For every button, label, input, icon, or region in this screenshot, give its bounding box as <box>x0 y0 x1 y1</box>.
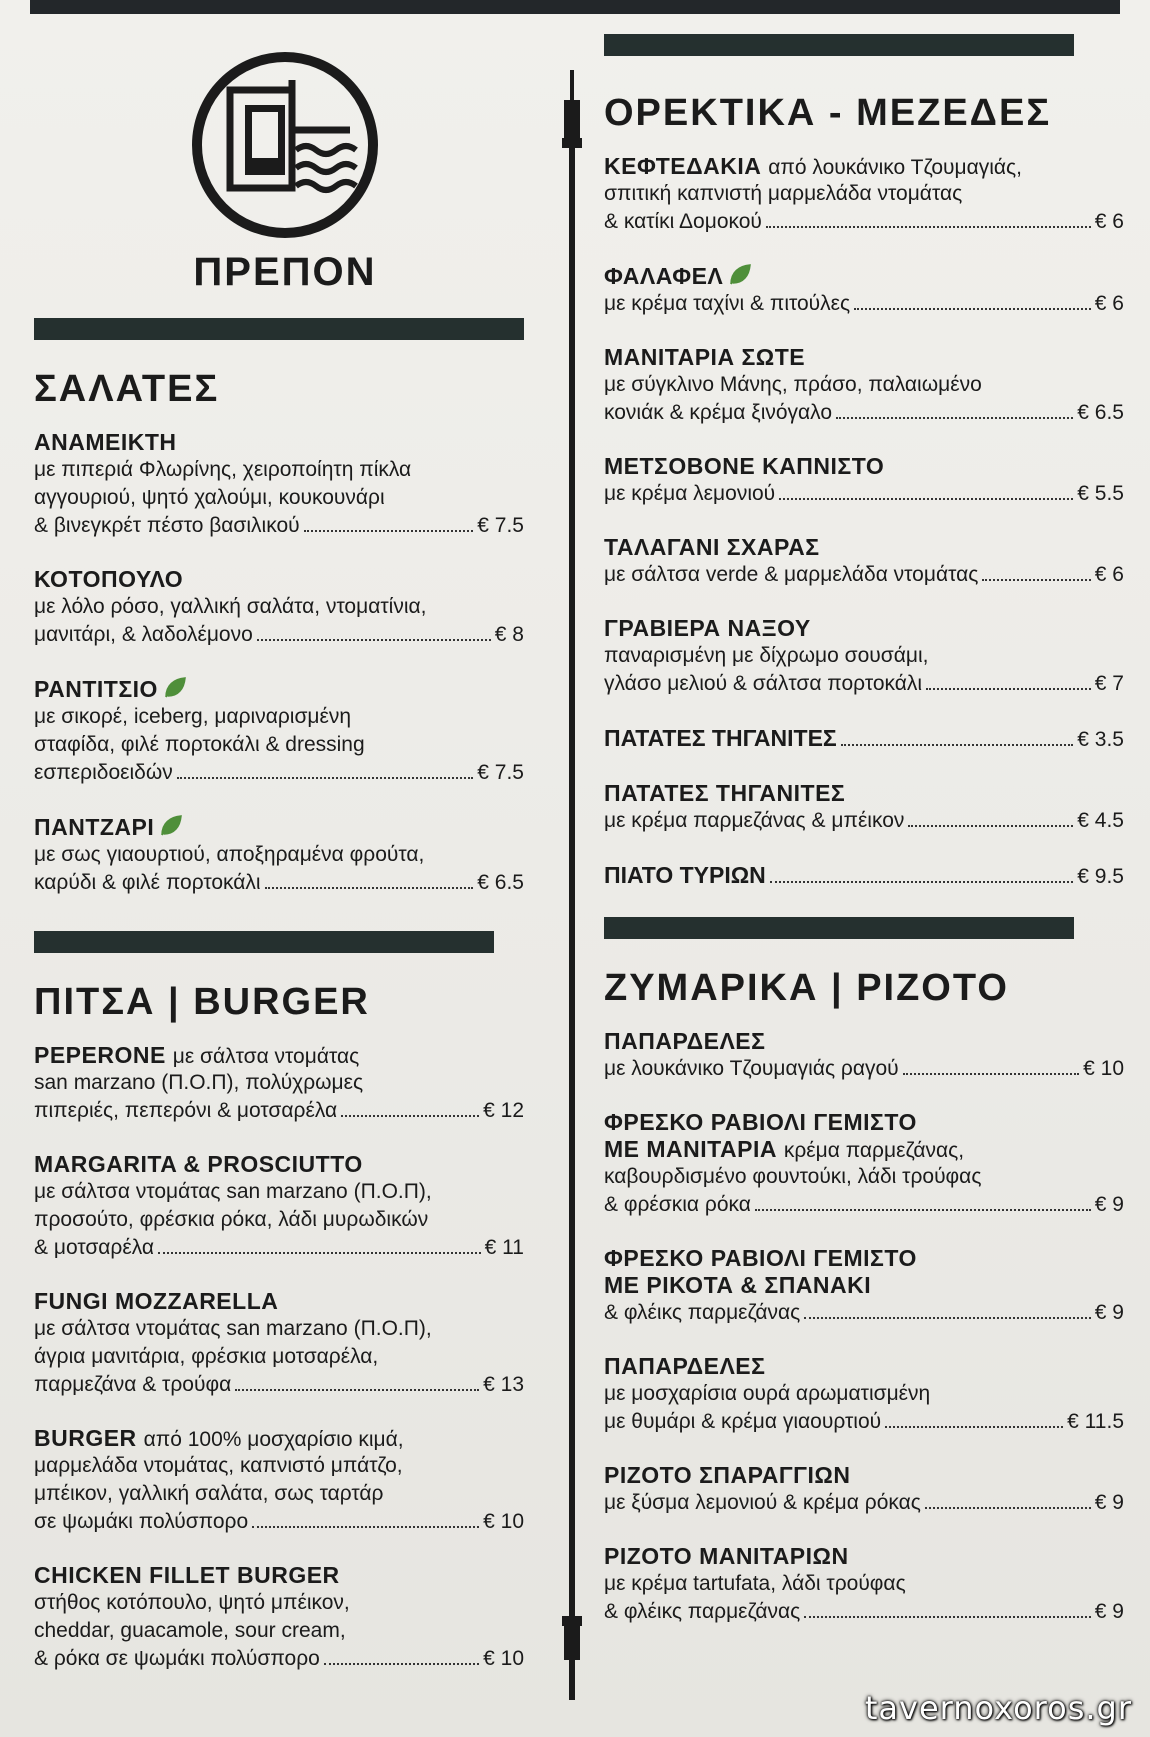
item-name: MARGARITA & PROSCIUTTO <box>34 1151 363 1177</box>
item-description: με μοσχαρίσια ουρά αρωματισμένη <box>604 1382 931 1405</box>
menu-item <box>34 1151 524 1262</box>
item-name: ΚΕΦΤΕΔΑΚΙΑ <box>604 153 762 179</box>
item-price: € 6.5 <box>1077 401 1124 424</box>
item-description: με κρέμα παρμεζάνας & μπέικον <box>604 809 905 832</box>
section-bar <box>604 34 1074 56</box>
item-description: με σύγκλινο Μάνης, πράσο, παλαιωμένο <box>604 373 982 396</box>
dot-leader <box>854 308 1091 310</box>
dot-leader <box>158 1252 481 1254</box>
item-description: καρύδι & φιλέ πορτοκάλι <box>34 871 261 894</box>
item-inline-desc: από 100% μοσχαρίσιο κιμά, <box>143 1428 404 1451</box>
left-column <box>34 318 524 1699</box>
salads-list <box>34 429 524 897</box>
item-price: € 11.5 <box>1067 1410 1124 1433</box>
menu-item <box>604 1543 1124 1626</box>
brand-name: ΠΡΕΠΟΝ <box>193 250 377 294</box>
item-name-second: ΜΕ ΡΙΚΟΤΑ & ΣΠΑΝΑΚΙ <box>604 1272 872 1298</box>
item-price: € 9 <box>1094 1193 1124 1216</box>
price-line <box>604 290 1124 318</box>
menu-item <box>604 780 1124 835</box>
item-description: παναρισμένη με δίχρωμο σουσάμι, <box>604 644 929 667</box>
item-name-row <box>34 675 524 703</box>
dot-leader <box>265 887 474 889</box>
brand-logo <box>190 50 380 240</box>
item-price: € 7.5 <box>477 514 524 537</box>
item-name-row <box>604 1543 1124 1570</box>
section-bar <box>604 917 1074 939</box>
item-name: FUNGI MOZZARELLA <box>34 1288 279 1314</box>
dot-leader <box>982 579 1090 581</box>
item-name-row <box>604 534 1124 561</box>
menu-item <box>604 534 1124 589</box>
item-description: san marzano (Π.Ο.Π), πολύχρωμες <box>34 1071 364 1094</box>
item-name: ΠΑΤΑΤΕΣ ΤΗΓΑΝΙΤΕΣ <box>604 780 846 806</box>
item-description: γλάσο μελιού & σάλτσα πορτοκάλι <box>604 672 923 695</box>
item-description: & κατίκι Δομοκού <box>604 210 762 233</box>
item-name: ΡΑΝΤΙΤΣΙΟ <box>34 676 158 702</box>
item-price: € 6 <box>1094 210 1124 233</box>
item-description: παρμεζάνα & τρούφα <box>34 1373 232 1396</box>
item-description: & μοτσαρέλα <box>34 1236 155 1259</box>
item-name-row <box>34 566 524 593</box>
item-name-second: ΜΕ ΜΑΝΙΤΑΡΙΑ <box>604 1136 777 1162</box>
item-price: € 9 <box>1094 1301 1124 1324</box>
item-price: € 6.5 <box>477 871 524 894</box>
item-description: με σικορέ, iceberg, μαριναρισμένη <box>34 705 352 728</box>
item-description: & φλέικς παρμεζάνας <box>604 1301 801 1324</box>
item-name-row <box>604 153 1124 180</box>
item-name: ΓΡΑΒΙΕΡΑ ΝΑΞΟΥ <box>604 615 811 641</box>
item-price: € 11 <box>484 1236 524 1259</box>
item-name-row <box>604 1272 1124 1299</box>
item-description: πιπεριές, πεπερόνι & μοτσαρέλα <box>34 1099 338 1122</box>
menu-item <box>34 1425 524 1536</box>
price-line <box>34 512 524 540</box>
item-name: BURGER <box>34 1425 137 1451</box>
item-description: σπιτική καπνιστή μαρμελάδα ντομάτας <box>604 182 963 205</box>
price-line <box>604 807 1124 835</box>
dot-leader <box>926 688 1091 690</box>
item-name-row <box>604 1245 1124 1272</box>
dot-leader <box>836 417 1073 419</box>
column-divider <box>552 60 592 1720</box>
dot-leader <box>779 498 1073 500</box>
item-description: αγγουριού, ψητό χαλούμι, κουκουνάρι <box>34 486 385 509</box>
price-line <box>604 861 1124 891</box>
top-edge-bar <box>30 0 1120 14</box>
menu-item <box>604 344 1124 427</box>
item-name-row <box>604 344 1124 371</box>
dot-leader <box>804 1317 1091 1319</box>
price-line <box>604 399 1124 427</box>
price-line <box>34 759 524 787</box>
dot-leader <box>304 530 474 532</box>
item-description: με κρέμα ταχίνι & πιτούλες <box>604 292 851 315</box>
item-name-row <box>604 1136 1124 1163</box>
menu-item <box>604 1109 1124 1219</box>
dot-leader <box>235 1389 479 1391</box>
item-inline-desc: από λουκάνικο Τζουμαγιάς, <box>768 156 1023 179</box>
item-description: & βινεγκρέτ πέστο βασιλικού <box>34 514 300 537</box>
item-description: εσπεριδοειδών <box>34 761 173 784</box>
item-description: μανιτάρι, & λαδολέμονο <box>34 623 253 646</box>
item-description: προσούτο, φρέσκια ρόκα, λάδι μυρωδικών <box>34 1208 429 1231</box>
appetizers-list <box>604 153 1124 891</box>
item-price: € 6 <box>1094 292 1124 315</box>
section-bar <box>34 931 494 953</box>
price-line <box>604 1598 1124 1626</box>
price-line <box>604 1408 1124 1436</box>
menu-item <box>34 675 524 787</box>
menu-item <box>604 262 1124 318</box>
pasta-list <box>604 1028 1124 1626</box>
item-price: € 4.5 <box>1077 809 1124 832</box>
item-name-row <box>34 1151 524 1178</box>
menu-item <box>34 1562 524 1673</box>
section-bar <box>34 318 524 340</box>
price-line <box>604 208 1124 236</box>
item-name: ΤΑΛΑΓΑΝΙ ΣΧΑΡΑΣ <box>604 534 820 560</box>
price-line <box>34 1371 524 1399</box>
item-price: € 9.5 <box>1077 865 1124 888</box>
item-description: καβουρδισμένο φουντούκι, λάδι τρούφας <box>604 1165 982 1188</box>
item-price: € 7.5 <box>477 761 524 784</box>
price-line <box>604 1055 1124 1083</box>
item-name: ΠΑΤΑΤΕΣ ΤΗΓΑΝΙΤΕΣ <box>604 725 837 751</box>
item-name-row <box>604 615 1124 642</box>
price-line <box>604 561 1124 589</box>
item-name: ΠΑΠΑΡΔΕΛΕΣ <box>604 1028 766 1054</box>
item-price: € 7 <box>1094 672 1124 695</box>
item-name-row <box>604 453 1124 480</box>
item-description: με σάλτσα verde & μαρμελάδα ντομάτας <box>604 563 979 586</box>
dot-leader <box>908 825 1073 827</box>
item-name-row <box>604 780 1124 807</box>
item-name: CHICKEN FILLET BURGER <box>34 1562 340 1588</box>
item-description: με σάλτσα ντομάτας san marzano (Π.Ο.Π), <box>34 1180 432 1203</box>
menu-item <box>604 615 1124 698</box>
dot-leader <box>257 639 491 641</box>
dot-leader <box>804 1616 1091 1618</box>
item-name: ΡΙΖΟΤΟ ΣΠΑΡΑΓΓΙΩΝ <box>604 1462 851 1488</box>
menu-item <box>604 453 1124 508</box>
item-description: με λόλο ρόσο, γαλλική σαλάτα, ντοματίνια, <box>34 595 427 618</box>
item-name: ΦΡΕΣΚΟ ΡΑΒΙΟΛΙ ΓΕΜΙΣΤΟ <box>604 1109 917 1135</box>
item-price: € 6 <box>1094 563 1124 586</box>
item-price: € 10 <box>1083 1057 1124 1080</box>
menu-item <box>34 429 524 540</box>
menu-item <box>34 813 524 897</box>
item-name: PEPERONE <box>34 1042 166 1068</box>
item-name-row <box>604 1109 1124 1136</box>
item-name-row <box>34 1562 524 1589</box>
item-description: cheddar, guacamole, sour cream, <box>34 1619 346 1642</box>
menu-item <box>604 724 1124 754</box>
item-name: ΑΝΑΜΕΙΚΤΗ <box>34 429 177 455</box>
right-column <box>604 34 1124 1652</box>
menu-item <box>604 1462 1124 1517</box>
item-name: ΜΕΤΣΟΒΟΝΕ ΚΑΠΝΙΣΤΟ <box>604 453 885 479</box>
item-description: & φρέσκια ρόκα <box>604 1193 751 1216</box>
item-price: € 5.5 <box>1077 482 1124 505</box>
menu-item <box>604 153 1124 236</box>
item-description: άγρια μανιτάρια, φρέσκια μοτσαρέλα, <box>34 1345 379 1368</box>
vegan-leaf-icon <box>727 262 753 288</box>
price-line <box>604 724 1124 754</box>
menu-item <box>604 1245 1124 1327</box>
price-line <box>604 1191 1124 1219</box>
menu-item <box>604 1028 1124 1083</box>
menu-item <box>34 1288 524 1399</box>
salads-title: ΣΑΛΑΤΕΣ <box>34 368 220 410</box>
price-line <box>34 869 524 897</box>
item-inline-desc: με σάλτσα ντομάτας <box>172 1045 360 1068</box>
item-description: με θυμάρι & κρέμα γιαουρτιού <box>604 1410 882 1433</box>
dot-leader <box>177 777 474 779</box>
dot-leader <box>755 1209 1091 1211</box>
item-price: € 9 <box>1094 1600 1124 1623</box>
vegan-leaf-icon <box>158 813 184 839</box>
item-description: μαρμελάδα ντομάτας, καπνιστό μπάτζο, <box>34 1454 403 1477</box>
item-name-row <box>34 1042 524 1069</box>
item-name-row <box>604 1462 1124 1489</box>
item-price: € 10 <box>483 1647 524 1670</box>
item-name-row <box>604 1028 1124 1055</box>
appetizers-title: ΟΡΕΚΤΙΚΑ - ΜΕΖΕΔΕΣ <box>604 92 1052 134</box>
item-description: με σάλτσα ντομάτας san marzano (Π.Ο.Π), <box>34 1317 432 1340</box>
item-name: ΠΑΝΤΖΑΡΙ <box>34 814 155 840</box>
item-description: & φλέικς παρμεζάνας <box>604 1600 801 1623</box>
menu-item <box>604 1353 1124 1436</box>
price-line <box>604 1299 1124 1327</box>
item-price: € 10 <box>483 1510 524 1533</box>
item-name: ΡΙΖΟΤΟ ΜΑΝΙΤΑΡΙΩΝ <box>604 1543 849 1569</box>
vegan-leaf-icon <box>162 675 188 701</box>
item-name-row <box>604 262 1124 290</box>
item-description: & ρόκα σε ψωμάκι πολύσπορο <box>34 1647 320 1670</box>
dot-leader <box>885 1426 1063 1428</box>
pizza-title: ΠΙΤΣΑ | BURGER <box>34 981 370 1023</box>
dot-leader <box>252 1526 479 1528</box>
item-name: ΠΙΑΤΟ ΤΥΡΙΩΝ <box>604 862 766 888</box>
menu-item <box>604 861 1124 891</box>
item-name: ΦΡΕΣΚΟ ΡΑΒΙΟΛΙ ΓΕΜΙΣΤΟ <box>604 1245 917 1271</box>
item-price: € 12 <box>483 1099 524 1122</box>
item-description: με σως γιαουρτιού, αποξηραμένα φρούτα, <box>34 843 425 866</box>
pizza-list <box>34 1042 524 1673</box>
item-price: € 8 <box>494 623 524 646</box>
dot-leader <box>766 226 1091 228</box>
dot-leader <box>341 1115 479 1117</box>
price-line <box>34 1234 524 1262</box>
item-description: με πιπεριά Φλωρίνης, χειροποίητη πίκλα <box>34 458 412 481</box>
item-name-row <box>34 813 524 841</box>
price-line <box>34 1097 524 1125</box>
item-name-row <box>34 1425 524 1452</box>
pasta-title: ΖΥΜΑΡΙΚΑ | ΡΙΖΟΤΟ <box>604 967 1009 1009</box>
menu-item <box>34 1042 524 1125</box>
item-description: στήθος κοτόπουλο, ψητό μπέικον, <box>34 1591 350 1614</box>
price-line <box>34 1508 524 1536</box>
price-line <box>604 1489 1124 1517</box>
menu-item <box>34 566 524 649</box>
item-name: ΠΑΠΑΡΔΕΛΕΣ <box>604 1353 766 1379</box>
item-name-row <box>34 1288 524 1315</box>
item-name: ΚΟΤΟΠΟΥΛΟ <box>34 566 184 592</box>
item-description: με κρέμα λεμονιού <box>604 482 776 505</box>
item-name-row <box>34 429 524 456</box>
price-line <box>34 621 524 649</box>
item-description: με ξύσμα λεμονιού & κρέμα ρόκας <box>604 1491 921 1514</box>
item-name-row <box>604 1353 1124 1380</box>
dot-leader <box>903 1073 1079 1075</box>
dot-leader <box>770 881 1073 883</box>
item-description: σε ψωμάκι πολύσπορο <box>34 1510 249 1533</box>
price-line <box>604 480 1124 508</box>
item-name: ΜΑΝΙΤΑΡΙΑ ΣΩΤΕ <box>604 344 806 370</box>
item-name: ΦΑΛΑΦΕΛ <box>604 263 724 289</box>
item-inline-desc: κρέμα παρμεζάνας, <box>783 1139 965 1162</box>
price-line <box>34 1645 524 1673</box>
item-description: με λουκάνικο Τζουμαγιάς ραγού <box>604 1057 899 1080</box>
item-price: € 13 <box>483 1373 524 1396</box>
item-description: σταφίδα, φιλέ πορτοκάλι & dressing <box>34 733 365 756</box>
dot-leader <box>841 744 1074 746</box>
dot-leader <box>925 1507 1091 1509</box>
watermark: tavernoxoros.gr <box>864 1689 1132 1727</box>
price-line <box>604 670 1124 698</box>
item-description: με κρέμα tartufata, λάδι τρούφας <box>604 1572 906 1595</box>
item-price: € 9 <box>1094 1491 1124 1514</box>
dot-leader <box>324 1663 479 1665</box>
item-price: € 3.5 <box>1077 728 1124 751</box>
item-description: κονιάκ & κρέμα ξινόγαλο <box>604 401 833 424</box>
item-description: μπέικον, γαλλική σαλάτα, σως ταρτάρ <box>34 1482 384 1505</box>
